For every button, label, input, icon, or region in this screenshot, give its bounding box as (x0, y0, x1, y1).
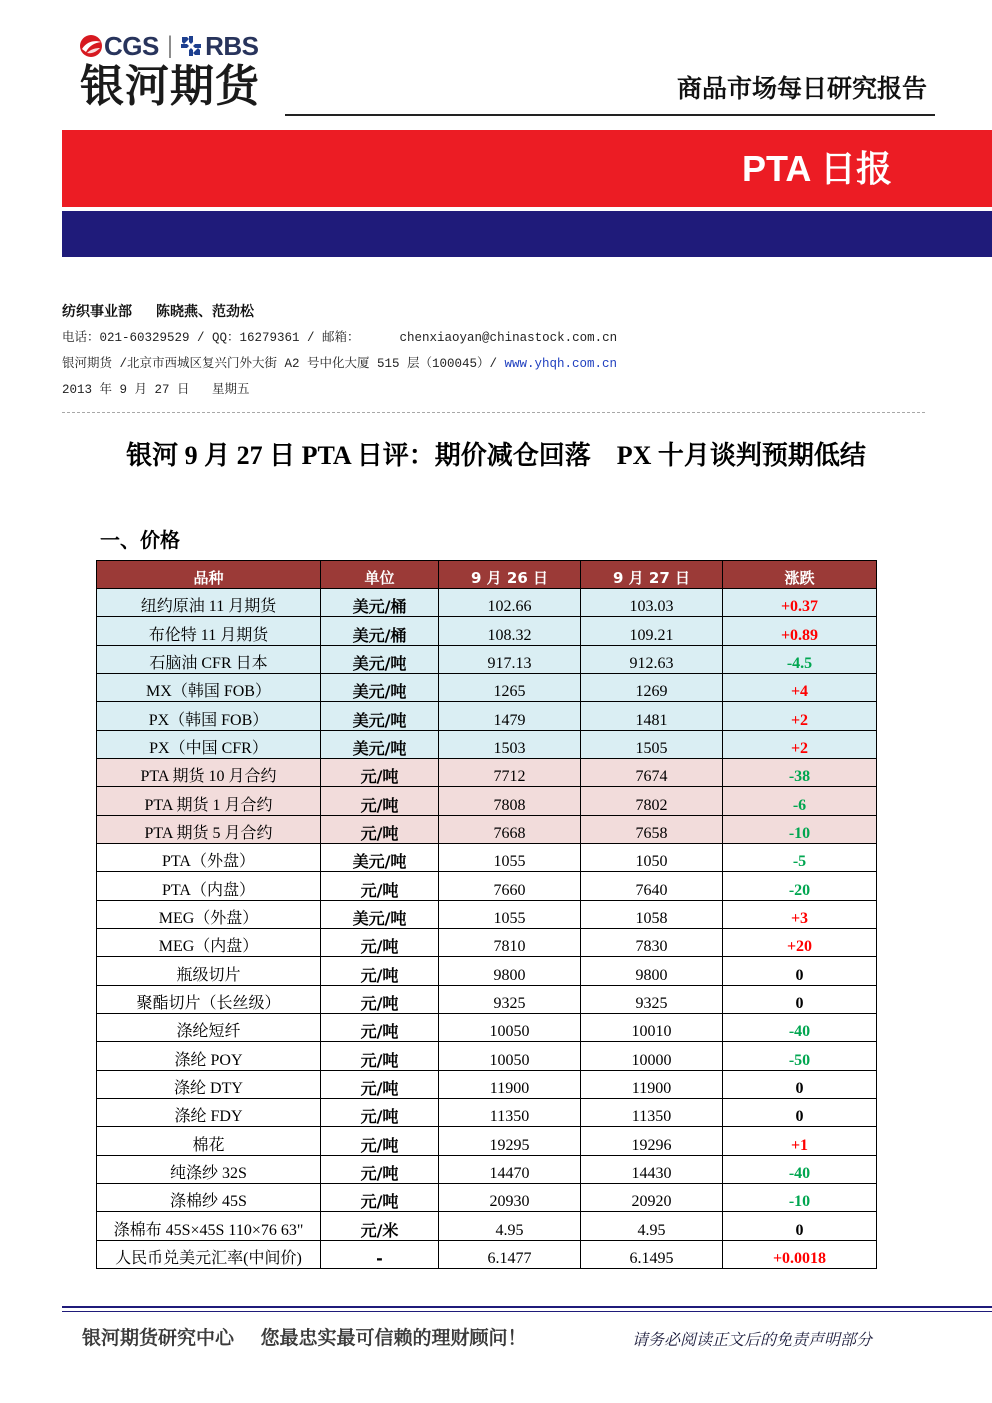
cell-curr: 1505 (581, 730, 723, 758)
cell-change: 0 (723, 985, 877, 1013)
price-table-body (97, 589, 877, 1269)
cell-curr: 7658 (581, 815, 723, 843)
cell-unit: 美元/桶 (321, 617, 439, 645)
cell-curr: 11350 (581, 1098, 723, 1126)
cell-change: -40 (723, 1013, 877, 1041)
table-row (97, 900, 877, 928)
cell-curr: 7802 (581, 787, 723, 815)
cell-item: 布伦特 11 月期货 (97, 617, 321, 645)
cell-item: 涤棉纱 45S (97, 1183, 321, 1211)
company-address: 银河期货 /北京市西城区复兴门外大街 A2 号中化大厦 515 层（100045）/ (62, 357, 505, 371)
company-logo (78, 32, 258, 60)
table-row (97, 702, 877, 730)
cell-item: 棉花 (97, 1127, 321, 1155)
cell-prev: 1479 (439, 702, 581, 730)
cgs-swoosh-icon (78, 33, 104, 59)
cell-unit: - (321, 1240, 439, 1268)
cell-change: 0 (723, 1070, 877, 1098)
cell-curr: 10010 (581, 1013, 723, 1041)
logo-rbs-text: RBS (205, 31, 259, 61)
cell-unit: 美元/吨 (321, 702, 439, 730)
cell-unit: 美元/吨 (321, 673, 439, 701)
cell-unit: 元/吨 (321, 758, 439, 786)
table-row (97, 1070, 877, 1098)
cell-prev: 7668 (439, 815, 581, 843)
cell-item: 人民币兑美元汇率(中间价) (97, 1240, 321, 1268)
article-title: 银河 9 月 27 日 PTA 日评：期价减仓回落 PX 十月谈判预期低结 (126, 441, 866, 470)
cell-item: 石脑油 CFR 日本 (97, 645, 321, 673)
cell-item: PTA（外盘） (97, 843, 321, 871)
cell-unit: 元/吨 (321, 787, 439, 815)
cell-curr: 1058 (581, 900, 723, 928)
table-row (97, 1155, 877, 1183)
report-type-title: 商品市场每日研究报告 (676, 74, 927, 103)
cell-change: +1 (723, 1127, 877, 1155)
cell-change: 0 (723, 1212, 877, 1240)
cell-curr: 11900 (581, 1070, 723, 1098)
column-header-sep26: 9 月 26 日 (439, 561, 581, 589)
cell-change: -20 (723, 872, 877, 900)
cell-curr: 7830 (581, 928, 723, 956)
dashed-divider (62, 412, 925, 413)
cell-item: 涤纶短纤 (97, 1013, 321, 1041)
table-row (97, 787, 877, 815)
cell-item: 涤纶 POY (97, 1042, 321, 1070)
cell-item: PX（韩国 FOB） (97, 702, 321, 730)
cell-item: 纽约原油 11 月期货 (97, 589, 321, 617)
table-row (97, 758, 877, 786)
cell-item: PTA 期货 5 月合约 (97, 815, 321, 843)
cell-prev: 19295 (439, 1127, 581, 1155)
author-line (62, 303, 254, 321)
daisy-corner-br (193, 48, 200, 55)
cell-change: +0.37 (723, 589, 877, 617)
cell-unit: 元/米 (321, 1212, 439, 1240)
table-row (97, 617, 877, 645)
table-row (97, 1212, 877, 1240)
cell-curr: 912.63 (581, 645, 723, 673)
cell-curr: 1050 (581, 843, 723, 871)
cell-unit: 美元/吨 (321, 900, 439, 928)
cell-change: -10 (723, 1183, 877, 1211)
author-names: 陈晓燕、范劲松 (156, 304, 254, 320)
cell-unit: 元/吨 (321, 1098, 439, 1126)
cell-curr: 9325 (581, 985, 723, 1013)
cell-unit: 元/吨 (321, 815, 439, 843)
table-row (97, 589, 877, 617)
report-date: 2013 年 9 月 27 日 星期五 (62, 383, 250, 397)
cell-unit: 元/吨 (321, 1013, 439, 1041)
cell-item: PTA（内盘） (97, 872, 321, 900)
cell-change: +20 (723, 928, 877, 956)
cell-change: +0.0018 (723, 1240, 877, 1268)
cell-unit: 美元/吨 (321, 730, 439, 758)
cell-prev: 1055 (439, 843, 581, 871)
cell-curr: 19296 (581, 1127, 723, 1155)
cell-change: +4 (723, 673, 877, 701)
cell-prev: 7712 (439, 758, 581, 786)
cell-prev: 7808 (439, 787, 581, 815)
contact-line (62, 329, 617, 347)
cell-item: PTA 期货 10 月合约 (97, 758, 321, 786)
cell-unit: 元/吨 (321, 1042, 439, 1070)
cell-prev: 20930 (439, 1183, 581, 1211)
cell-curr: 103.03 (581, 589, 723, 617)
cell-item: MEG（外盘） (97, 900, 321, 928)
banner-navy-stripe (62, 211, 992, 257)
author-email: chenxiaoyan@chinastock.com.cn (399, 331, 618, 345)
cell-unit: 元/吨 (321, 1155, 439, 1183)
cell-prev: 1265 (439, 673, 581, 701)
cell-item: PTA 期货 1 月合约 (97, 787, 321, 815)
contact-details: 电话：021-60329529 / QQ：16279361 / 邮箱： (62, 331, 360, 345)
cell-change: 0 (723, 1098, 877, 1126)
table-row (97, 1127, 877, 1155)
table-row (97, 1240, 877, 1268)
cell-change: -10 (723, 815, 877, 843)
cell-change: +0.89 (723, 617, 877, 645)
table-row (97, 1183, 877, 1211)
section-heading: 一、价格 (100, 528, 180, 552)
header-divider (285, 114, 935, 116)
cell-prev: 102.66 (439, 589, 581, 617)
cell-change: -50 (723, 1042, 877, 1070)
column-header-change: 涨跌 (723, 561, 877, 589)
cell-prev: 9800 (439, 957, 581, 985)
cell-change: -6 (723, 787, 877, 815)
table-row (97, 1042, 877, 1070)
cell-prev: 14470 (439, 1155, 581, 1183)
cell-item: PX（中国 CFR） (97, 730, 321, 758)
cell-unit: 美元/桶 (321, 589, 439, 617)
cell-prev: 10050 (439, 1013, 581, 1041)
cell-unit: 元/吨 (321, 985, 439, 1013)
cell-change: -40 (723, 1155, 877, 1183)
daisy-arm-bottom (189, 48, 193, 56)
cell-unit: 元/吨 (321, 872, 439, 900)
table-row (97, 730, 877, 758)
daisy-arm-right (193, 44, 201, 48)
cell-unit: 元/吨 (321, 957, 439, 985)
cell-item: 涤棉布 45S×45S 110×76 63" (97, 1212, 321, 1240)
cell-curr: 20920 (581, 1183, 723, 1211)
cell-prev: 11350 (439, 1098, 581, 1126)
company-name: 银河期货 (80, 61, 260, 112)
table-row (97, 843, 877, 871)
cell-unit: 元/吨 (321, 928, 439, 956)
cell-curr: 1269 (581, 673, 723, 701)
cell-curr: 4.95 (581, 1212, 723, 1240)
cell-curr: 10000 (581, 1042, 723, 1070)
cell-prev: 1503 (439, 730, 581, 758)
footer-disclaimer: 请务必阅读正文后的免责声明部分 (632, 1330, 873, 1349)
footer-divider (62, 1306, 992, 1312)
cell-prev: 10050 (439, 1042, 581, 1070)
cell-curr: 9800 (581, 957, 723, 985)
table-row (97, 815, 877, 843)
cell-change: +2 (723, 730, 877, 758)
table-row (97, 673, 877, 701)
cell-change: -5 (723, 843, 877, 871)
table-row (97, 1098, 877, 1126)
report-banner (62, 130, 992, 207)
cell-prev: 4.95 (439, 1212, 581, 1240)
footer-slogan: 银河期货研究中心 您最忠实最可信赖的理财顾问！ (82, 1327, 527, 1349)
department: 纺织事业部 (62, 304, 132, 320)
cell-item: MEG（内盘） (97, 928, 321, 956)
cell-item: MX（韩国 FOB） (97, 673, 321, 701)
cell-curr: 7640 (581, 872, 723, 900)
cell-curr: 1481 (581, 702, 723, 730)
daisy-arm-top (189, 36, 193, 44)
cell-change: -4.5 (723, 645, 877, 673)
cell-prev: 9325 (439, 985, 581, 1013)
cell-prev: 7810 (439, 928, 581, 956)
daisy-arm-left (181, 44, 189, 48)
daisy-corner-tl (182, 37, 189, 44)
cell-change: +3 (723, 900, 877, 928)
column-header-item: 品种 (97, 561, 321, 589)
cell-unit: 元/吨 (321, 1070, 439, 1098)
cell-change: +2 (723, 702, 877, 730)
cell-curr: 7674 (581, 758, 723, 786)
cell-item: 涤纶 FDY (97, 1098, 321, 1126)
table-row (97, 645, 877, 673)
column-header-sep27: 9 月 27 日 (581, 561, 723, 589)
table-row (97, 872, 877, 900)
cell-prev: 7660 (439, 872, 581, 900)
address-line (62, 355, 617, 373)
cell-item: 瓶级切片 (97, 957, 321, 985)
cell-unit: 元/吨 (321, 1127, 439, 1155)
cell-prev: 108.32 (439, 617, 581, 645)
cell-prev: 11900 (439, 1070, 581, 1098)
rbs-daisy-icon (180, 35, 202, 57)
table-row (97, 985, 877, 1013)
cell-unit: 美元/吨 (321, 645, 439, 673)
table-row (97, 928, 877, 956)
price-table (96, 560, 877, 1269)
table-header-row (97, 561, 877, 589)
cell-unit: 美元/吨 (321, 843, 439, 871)
cell-change: 0 (723, 957, 877, 985)
cell-prev: 6.1477 (439, 1240, 581, 1268)
logo-cgs-text: CGS (104, 31, 159, 61)
cell-item: 纯涤纱 32S (97, 1155, 321, 1183)
table-row (97, 1013, 877, 1041)
cell-prev: 1055 (439, 900, 581, 928)
column-header-unit: 单位 (321, 561, 439, 589)
table-row (97, 957, 877, 985)
cell-prev: 917.13 (439, 645, 581, 673)
website-link[interactable]: www.yhqh.com.cn (504, 357, 618, 371)
cell-unit: 元/吨 (321, 1183, 439, 1211)
price-table-head (97, 561, 877, 589)
banner-title: PTA 日报 (742, 148, 892, 189)
cell-curr: 109.21 (581, 617, 723, 645)
logo-separator: | (166, 32, 174, 59)
swoosh-disc (80, 35, 102, 57)
cell-item: 聚酯切片（长丝级） (97, 985, 321, 1013)
cell-change: -38 (723, 758, 877, 786)
cell-curr: 6.1495 (581, 1240, 723, 1268)
cell-item: 涤纶 DTY (97, 1070, 321, 1098)
cell-curr: 14430 (581, 1155, 723, 1183)
